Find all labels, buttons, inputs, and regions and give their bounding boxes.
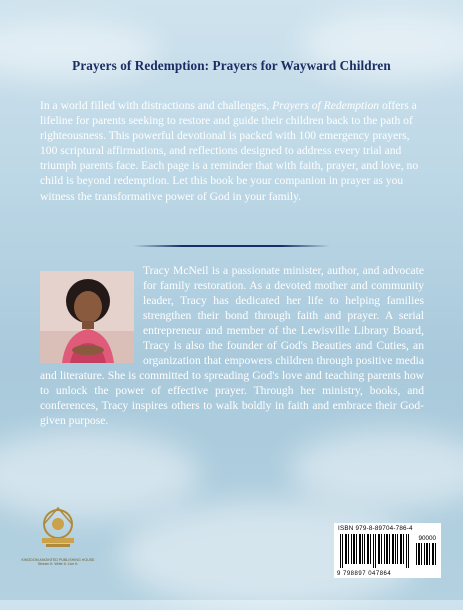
- price-barcode-icon: [416, 543, 436, 565]
- book-title: Prayers of Redemption: Prayers for Wayward Children: [72, 58, 391, 73]
- barcode-box: [334, 523, 441, 578]
- barcode-icon: [340, 534, 412, 568]
- author-photo: [40, 271, 134, 363]
- publisher-logo-icon: [32, 500, 84, 562]
- cloud-decoration: [0, 430, 200, 520]
- description-text: offers a lifeline for parents seeking to restore and guide their children back to the path of righteousness. This powerful devotional is packed with 100 emergency prayers, 100 scriptural affirmations, and reflections designed to address every trial and triumph parents face. Each page is a reminder that with faith, prayer, and love, no child is beyond redemption. Let this book be your companion in prayer as you witness the transformative power of God in your family.: [40, 99, 419, 203]
- cloud-decoration: [290, 430, 463, 510]
- author-bio: [40, 263, 424, 429]
- section-divider: [133, 245, 330, 247]
- book-description: [40, 98, 424, 204]
- barcode-digits: 9 798897 047864: [337, 571, 392, 577]
- description-book-title: Prayers of Redemption: [272, 99, 380, 112]
- description-text: In a world filled with distractions and challenges,: [40, 99, 273, 112]
- price-code: 90000: [418, 535, 436, 542]
- isbn-text: ISBN 979-8-89704-786-4: [338, 525, 413, 532]
- publisher-name: [20, 558, 96, 566]
- publisher-tagline: Stream It. Write It. Live It.: [37, 562, 79, 567]
- publisher-title: KINGDOM ANOINTED PUBLISHING HOUSE: [21, 558, 95, 562]
- bio-text: Tracy McNeil is a passionate minister, author, and advocate for family restoration. As a devoted mother and community leader, Tracy has dedicated her life to helping families strengthen their bond through faith and prayer. A serial entrepreneur and member of the Lewisville Library Board, Tracy is also the founder of God's Beauties and Cuties, an organization that empowers children through positive media and literature. She is committed to spreading God's love and teaching parents how to unlock the power of effective prayer. Through her ministry, books, and conferences, Tracy inspires others to walk boldly in faith and embrace their God-given purpose.: [40, 264, 424, 428]
